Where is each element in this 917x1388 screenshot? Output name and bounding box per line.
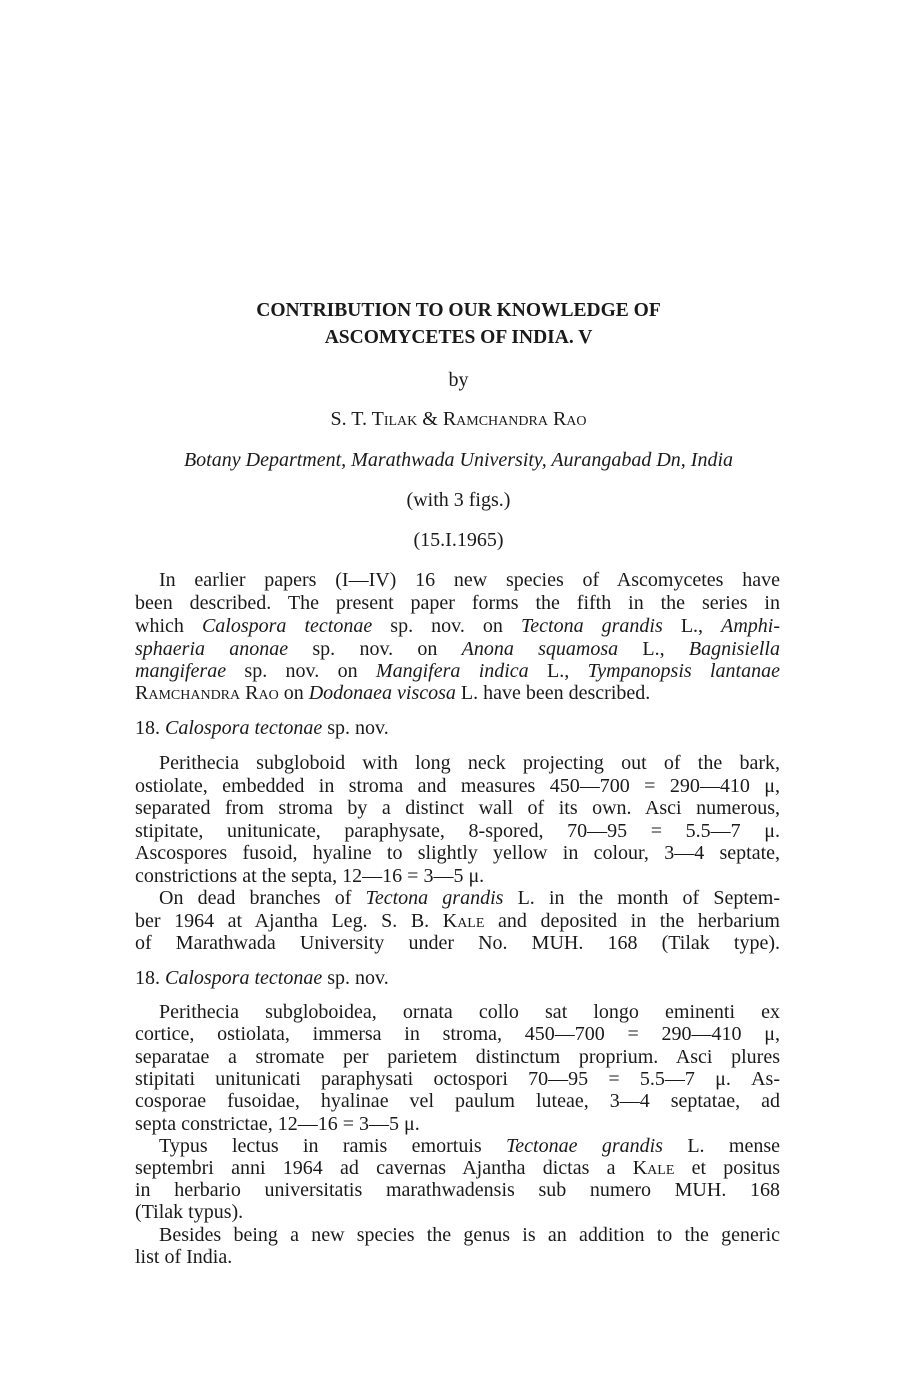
text-line — [135, 931, 780, 955]
text-segment: in herbario universitatis marathwadensis sub numero MUH. 168 — [135, 1179, 780, 1201]
text-line — [135, 796, 780, 820]
text-line — [135, 841, 780, 865]
text-line — [135, 1200, 780, 1224]
text-line — [135, 637, 780, 661]
text-segment: 18. — [135, 967, 165, 989]
text-segment: Typus lectus in ramis emortuis — [159, 1135, 507, 1157]
italic-text: Tympanopsis lantanae — [587, 660, 780, 682]
text-line — [135, 1045, 780, 1069]
text-line — [135, 909, 780, 933]
text-segment: stipitate, unitunicate, paraphysate, 8-spored, 70—95 = 5.5—7 μ. — [135, 820, 780, 842]
text-segment: on — [278, 682, 309, 704]
text-line — [135, 659, 780, 683]
italic-text: Calospora tectonae — [165, 967, 323, 989]
text-segment: Besides being a new species the genus is an addition to the generic — [159, 1224, 780, 1246]
text-line — [135, 1112, 780, 1136]
text-segment: ber 1964 at Ajantha Leg. S. B. — [135, 910, 443, 932]
text-segment: and deposited in the herbarium — [484, 910, 780, 932]
text-segment: cortice, ostiolata, immersa in stroma, 450—700 = 290—410 μ, — [135, 1023, 780, 1045]
italic-text: Mangifera indica — [375, 660, 529, 682]
text-line — [135, 568, 780, 592]
text-line — [135, 681, 780, 705]
text-line — [135, 1156, 780, 1180]
italic-text: Anona squamosa — [461, 638, 619, 660]
text-segment: Perithecia subgloboidea, ornata collo sat longo eminenti ex — [159, 1001, 780, 1023]
text-line — [135, 716, 780, 740]
affiliation: Botany Department, Marathwada University, Aurangabad Dn, India — [183, 449, 734, 471]
text-segment: separated from stroma by a distinct wall of its own. Asci numerous, — [135, 797, 780, 819]
text-line — [135, 1067, 780, 1091]
italic-text: sphaeria anonae — [135, 638, 289, 660]
text-segment: sp. nov. — [322, 717, 389, 739]
text-segment: L., — [528, 660, 588, 682]
text-line — [135, 966, 780, 990]
text-segment: Perithecia subgloboid with long neck projecting out of the bark, — [159, 752, 780, 774]
text-segment: L. in the month of Septem- — [503, 887, 780, 909]
italic-text: Bagnisiella — [688, 638, 780, 660]
title-line-2: ASCOMYCETES OF INDIA. V — [324, 327, 593, 348]
text-segment: 18. — [135, 717, 165, 739]
by-line: by — [448, 369, 469, 391]
text-line — [135, 751, 780, 775]
title-line-1: CONTRIBUTION TO OUR KNOWLEDGE OF — [256, 300, 661, 321]
text-line — [135, 1000, 780, 1024]
text-line — [135, 591, 780, 615]
small-caps-text: Ramchandra Rao — [135, 682, 279, 704]
text-segment: list of India. — [135, 1246, 233, 1268]
authors: S. T. Tilak & Ramchandra Rao — [330, 408, 587, 430]
text-segment: L., — [618, 638, 689, 660]
text-segment: ostiolate, embedded in stroma and measures 450—700 = 290—410 μ, — [135, 775, 780, 797]
text-segment: In earlier papers (I—IV) 16 new species of Ascomycetes have — [159, 569, 780, 591]
text-segment: On dead branches of — [159, 887, 366, 909]
text-segment: constrictions at the septa, 12—16 = 3—5 μ. — [135, 865, 485, 887]
italic-text: Tectona grandis — [365, 887, 504, 909]
text-segment: septa constrictae, 12—16 = 3—5 μ. — [135, 1113, 420, 1135]
text-line — [135, 1223, 780, 1247]
text-segment: (Tilak typus). — [135, 1201, 244, 1223]
text-segment: been described. The present paper forms the fifth in the series in — [135, 592, 780, 614]
text-segment: sp. nov. on — [288, 638, 462, 660]
text-segment: separatae a stromate per parietem distinctum proprium. Asci plures — [135, 1046, 780, 1068]
text-line — [135, 614, 780, 638]
text-segment: sp. nov. on — [372, 615, 521, 637]
text-segment: L., — [662, 615, 722, 637]
italic-text: Tectonae grandis — [506, 1135, 663, 1157]
text-segment: sp. nov. on — [226, 660, 376, 682]
text-segment: cosporae fusoidae, hyalinae vel paulum luteae, 3—4 septatae, ad — [135, 1090, 780, 1112]
text-line — [135, 886, 780, 910]
text-segment: which — [135, 615, 202, 637]
text-line — [135, 1089, 780, 1113]
text-segment: et positus — [674, 1157, 780, 1179]
text-line — [135, 1178, 780, 1202]
text-segment: L. have been described. — [455, 682, 651, 704]
figures-note: (with 3 figs.) — [406, 489, 511, 511]
text-segment: L. mense — [662, 1135, 780, 1157]
text-line — [135, 1134, 780, 1158]
italic-text: Calospora tectonae — [201, 615, 373, 637]
small-caps-text: Kale — [442, 910, 485, 932]
italic-text: mangiferae — [135, 660, 227, 682]
text-line — [135, 1022, 780, 1046]
text-segment: stipitati unitunicati paraphysati octospori 70—95 = 5.5—7 μ. As- — [135, 1068, 780, 1090]
text-line — [135, 864, 780, 888]
italic-text: Tectona grandis — [520, 615, 663, 637]
text-segment: sp. nov. — [322, 967, 389, 989]
italic-text: Amphi- — [721, 615, 780, 637]
text-segment: septembri anni 1964 ad cavernas Ajantha dictas a — [135, 1157, 633, 1179]
text-segment: Ascospores fusoid, hyaline to slightly yellow in colour, 3—4 septate, — [135, 842, 780, 864]
text-line — [135, 819, 780, 843]
text-segment: of Marathwada University under No. MUH. 168 (Tilak type). — [135, 932, 780, 954]
date: (15.I.1965) — [413, 529, 504, 551]
small-caps-text: Kale — [632, 1157, 675, 1179]
text-line — [135, 774, 780, 798]
italic-text: Calospora tectonae — [165, 717, 323, 739]
italic-text: Dodonaea viscosa — [308, 682, 456, 704]
text-line — [135, 1245, 780, 1269]
